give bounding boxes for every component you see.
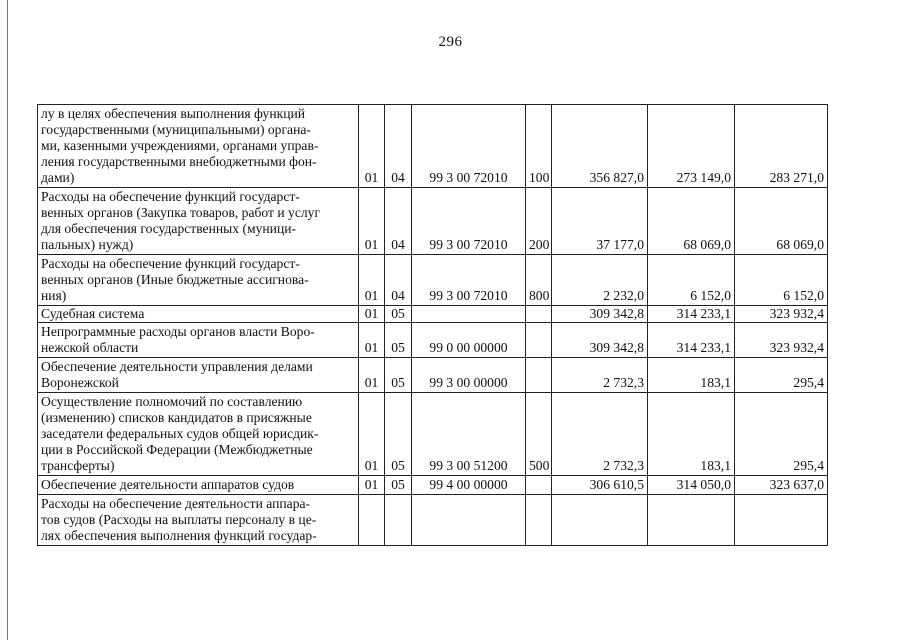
row-target-article-cell: 99 0 00 00000 [412, 323, 526, 358]
row-section-code-cell: 01 [359, 476, 385, 495]
row-section-code-cell: 01 [359, 358, 385, 393]
row-amount-year3-cell: 6 152,0 [735, 255, 828, 306]
row-amount-year1-cell: 37 177,0 [552, 188, 648, 255]
row-expense-type-cell: 100 [526, 105, 552, 188]
row-expense-type-cell [526, 495, 552, 546]
row-amount-year2-cell: 6 152,0 [648, 255, 735, 306]
row-target-article-cell: 99 3 00 72010 [412, 188, 526, 255]
row-subsection-code-cell: 05 [385, 358, 412, 393]
row-amount-year3-cell: 323 637,0 [735, 476, 828, 495]
row-amount-year1-cell: 2 232,0 [552, 255, 648, 306]
row-section-code-cell: 01 [359, 255, 385, 306]
row-subsection-code-cell [385, 495, 412, 546]
row-subsection-code-cell: 04 [385, 105, 412, 188]
row-target-article-cell: 99 3 00 51200 [412, 393, 526, 476]
row-amount-year3-cell: 68 069,0 [735, 188, 828, 255]
table-row [38, 393, 828, 476]
budget-table-body [38, 105, 828, 546]
row-amount-year3-cell: 323 932,4 [735, 323, 828, 358]
row-amount-year2-cell: 68 069,0 [648, 188, 735, 255]
row-amount-year2-cell: 314 050,0 [648, 476, 735, 495]
row-amount-year2-cell: 273 149,0 [648, 105, 735, 188]
row-target-article-cell: 99 4 00 00000 [412, 476, 526, 495]
row-name-cell: лу в целях обеспечения выполнения функций государственными (муниципальными) органа- ми, казенными учреждениями, органами управ- ления государственными внебюджетными фон- дами) [38, 105, 359, 188]
row-amount-year2-cell: 183,1 [648, 358, 735, 393]
table-row [38, 495, 828, 546]
row-section-code-cell: 01 [359, 105, 385, 188]
row-amount-year1-cell: 2 732,3 [552, 393, 648, 476]
row-subsection-code-cell: 05 [385, 323, 412, 358]
row-name-cell: Расходы на обеспечение функций государст- венных органов (Иные бюджетные ассигнова- ния) [38, 255, 359, 306]
row-name-cell: Обеспечение деятельности аппаратов судов [38, 476, 359, 495]
row-amount-year1-cell: 309 342,8 [552, 306, 648, 323]
row-name-cell: Расходы на обеспечение деятельности аппара- тов судов (Расходы на выплаты персоналу в це- лях обеспечения выполнения функций государ- [38, 495, 359, 546]
table-row [38, 323, 828, 358]
table-row [38, 358, 828, 393]
row-name-cell: Осуществление полномочий по составлению (изменению) списков кандидатов в присяжные заседатели федеральных судов общей юрисдик- ции в Российской Федерации (Межбюджетные трансферты) [38, 393, 359, 476]
table-row [38, 306, 828, 323]
row-target-article-cell: 99 3 00 72010 [412, 105, 526, 188]
row-section-code-cell: 01 [359, 188, 385, 255]
page-left-edge [7, 0, 8, 640]
row-section-code-cell [359, 495, 385, 546]
row-section-code-cell: 01 [359, 323, 385, 358]
row-amount-year3-cell: 323 932,4 [735, 306, 828, 323]
row-target-article-cell [412, 495, 526, 546]
row-expense-type-cell [526, 306, 552, 323]
row-target-article-cell [412, 306, 526, 323]
row-section-code-cell: 01 [359, 393, 385, 476]
row-amount-year1-cell: 356 827,0 [552, 105, 648, 188]
row-target-article-cell: 99 3 00 72010 [412, 255, 526, 306]
table-row [38, 105, 828, 188]
row-amount-year1-cell: 306 610,5 [552, 476, 648, 495]
row-amount-year2-cell: 314 233,1 [648, 306, 735, 323]
row-expense-type-cell: 800 [526, 255, 552, 306]
row-name-cell: Обеспечение деятельности управления делами Воронежской [38, 358, 359, 393]
row-name-cell: Расходы на обеспечение функций государст- венных органов (Закупка товаров, работ и услуг для обеспечения государственных (муници- пальных) нужд) [38, 188, 359, 255]
table-row [38, 188, 828, 255]
row-amount-year3-cell: 295,4 [735, 358, 828, 393]
row-expense-type-cell [526, 323, 552, 358]
row-amount-year3-cell: 295,4 [735, 393, 828, 476]
row-name-cell: Непрограммные расходы органов власти Воро- нежской области [38, 323, 359, 358]
row-name-cell: Судебная система [38, 306, 359, 323]
row-subsection-code-cell: 05 [385, 476, 412, 495]
row-expense-type-cell [526, 358, 552, 393]
row-amount-year1-cell [552, 495, 648, 546]
row-expense-type-cell [526, 476, 552, 495]
row-section-code-cell: 01 [359, 306, 385, 323]
table-row [38, 255, 828, 306]
row-amount-year3-cell: 283 271,0 [735, 105, 828, 188]
row-subsection-code-cell: 05 [385, 393, 412, 476]
row-expense-type-cell: 500 [526, 393, 552, 476]
page-number: 296 [438, 34, 463, 50]
row-amount-year1-cell: 309 342,8 [552, 323, 648, 358]
row-subsection-code-cell: 04 [385, 255, 412, 306]
row-amount-year1-cell: 2 732,3 [552, 358, 648, 393]
row-subsection-code-cell: 04 [385, 188, 412, 255]
row-amount-year2-cell: 183,1 [648, 393, 735, 476]
row-target-article-cell: 99 3 00 00000 [412, 358, 526, 393]
row-amount-year3-cell [735, 495, 828, 546]
budget-table [37, 104, 828, 546]
table-row [38, 476, 828, 495]
row-amount-year2-cell [648, 495, 735, 546]
row-amount-year2-cell: 314 233,1 [648, 323, 735, 358]
row-subsection-code-cell: 05 [385, 306, 412, 323]
row-expense-type-cell: 200 [526, 188, 552, 255]
